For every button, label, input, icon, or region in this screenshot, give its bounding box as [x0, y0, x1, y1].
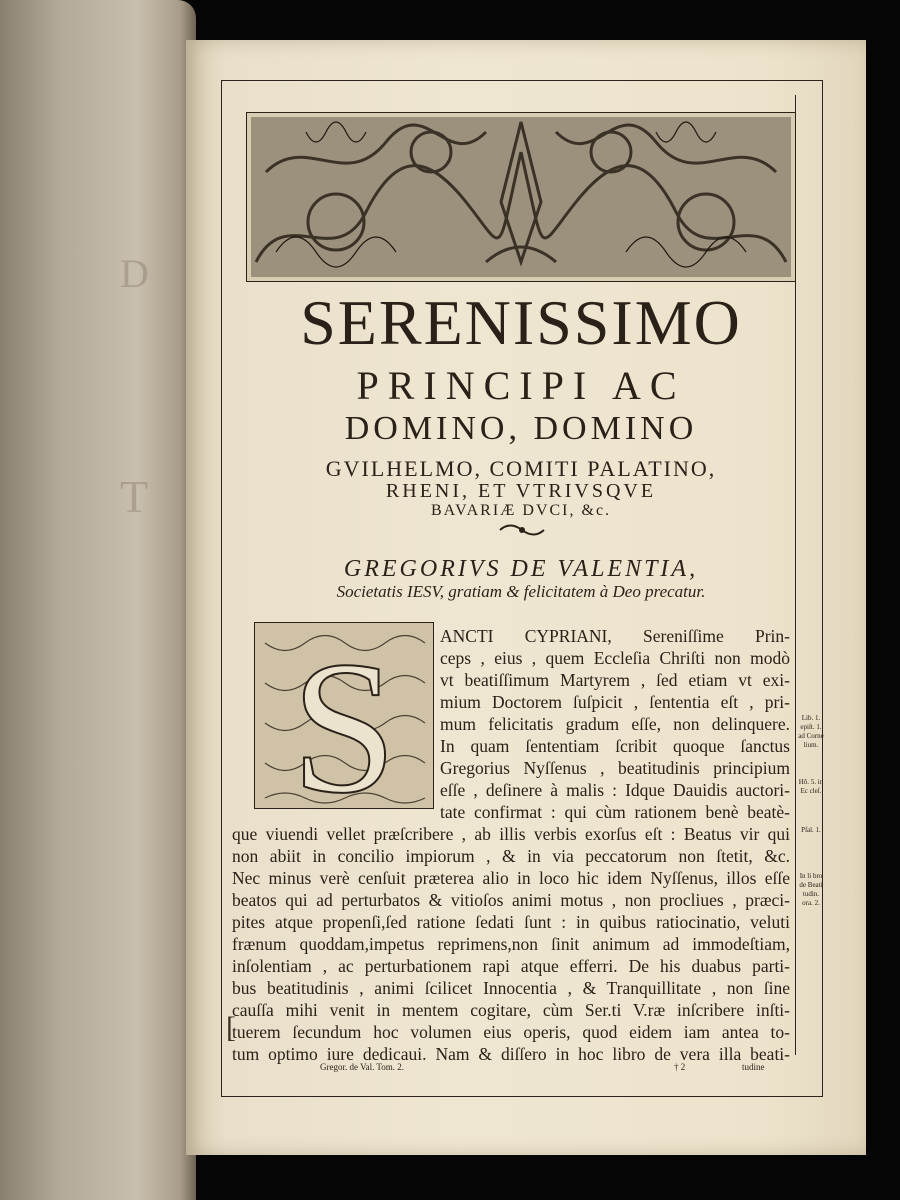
- signature-mark: Gregor. de Val. Tom. 2.: [320, 1062, 405, 1072]
- signature-number: † 2: [674, 1062, 686, 1072]
- dedication-title-line: BAVARIÆ DVCI, &c.: [430, 502, 612, 519]
- author-line: GREGORIVS DE VALENTIA,: [343, 556, 699, 582]
- body-text-line: ceps , eius , quem Eccleſia Chriſti non modò: [440, 648, 790, 668]
- body-text-line: non abiit in concilio impiorum , & in via peccatorum non ſtetit, &c.: [232, 846, 790, 866]
- facing-page: [0, 0, 196, 1200]
- marginal-note: Pſal. 1.: [801, 826, 821, 834]
- marginal-note: In li bro de Beati tudin. ora. 2.: [799, 872, 823, 907]
- body-text-line: pites atque propenſi,ſed ratione ſedati ſunt : in quibus ratiocinatio, veluti: [232, 912, 790, 932]
- body-text-line: Gregorius Nyſſenus , beatitudinis principium: [440, 758, 790, 778]
- body-text-line: mum felicitatis gradum eſſe, non delinquere.: [440, 714, 790, 734]
- facing-page-bleed: D: [120, 251, 149, 296]
- body-text-line: beatos qui ad perturbatos & vitioſos animi motus , non procliues , præci-: [232, 890, 790, 910]
- dedication-title-line: SERENISSIMO: [300, 287, 742, 358]
- historiated-initial: [254, 622, 434, 809]
- body-text-line: Nec minus verè cenſuit præterea alio in loco hic idem Nyſſenus, illos eſſe: [232, 868, 790, 888]
- dedication-title-line: DOMINO, DOMINO: [344, 410, 698, 447]
- dedication-title-line: RHENI, ET VTRIVSQVE: [385, 480, 657, 502]
- marginal-note: Hõ. 5. in Ec cleſ.: [798, 778, 824, 795]
- body-text-line: tum optimo iure dedicaui. Nam & diſſero in hoc libro de vera illa beati-: [232, 1044, 790, 1064]
- marginal-note: Lib. 1. epiſt. 1. ad Corne lium.: [798, 714, 824, 749]
- dedication-title-line: GVILHELMO, COMITI PALATINO,: [325, 456, 717, 481]
- body-text-line: inſolentiam , ac perturbationem rapi atque efferri. De his duabus parti-: [232, 956, 790, 976]
- catchword: tudine: [742, 1062, 765, 1072]
- body-text-line: vt beatiſſimum Martyrem , ſed etiam vt exi-: [440, 670, 790, 690]
- text-bracket: [: [226, 1011, 236, 1044]
- body-text-line: In quam ſententiam ſcribit quoque ſanctus: [440, 736, 790, 756]
- body-text-line: frænum quoddam,impetus reprimens,non ſinit animum ad immodeſtiam,: [232, 934, 790, 954]
- body-text-line: cauſſa mihi venit in mentem cogitare, cùm Ser.ti V.ræ inſcribere inſti-: [232, 1000, 790, 1020]
- facing-page-bleed: T: [120, 471, 149, 522]
- body-text-line: tuerem ſecundum hoc volumen eius operis, quod eidem iam antea to-: [232, 1022, 790, 1042]
- body-text-line: mium Doctorem ſuſpicit , ſententia eſt , pri-: [440, 692, 790, 712]
- body-text-line: tate confirmat : qui cùm rationem benè beatè-: [440, 802, 790, 822]
- body-text-line: eſſe , deſinere à malis : Idque Dauidis auctori-: [440, 780, 790, 800]
- body-text-line: ANCTI CYPRIANI, Sereniſſime Prin-: [440, 626, 790, 646]
- body-text-line: bus beatitudinis , animi ſcilicet Innocentia , & Tranquillitate , non ſine: [232, 978, 790, 998]
- body-text-line: que viuendi vellet præſcribere , ab illis verbis exorſus eſt : Beatus vir qui: [232, 824, 790, 844]
- dedication-title-line: PRINCIPI AC: [356, 363, 686, 408]
- fleuron-ornament: [498, 521, 546, 539]
- drop-cap-letter: S: [291, 623, 397, 808]
- ornamental-headpiece: [246, 112, 796, 282]
- salutation-line: Societatis IESV, gratiam & felicitatem à Deo precatur.: [336, 582, 706, 601]
